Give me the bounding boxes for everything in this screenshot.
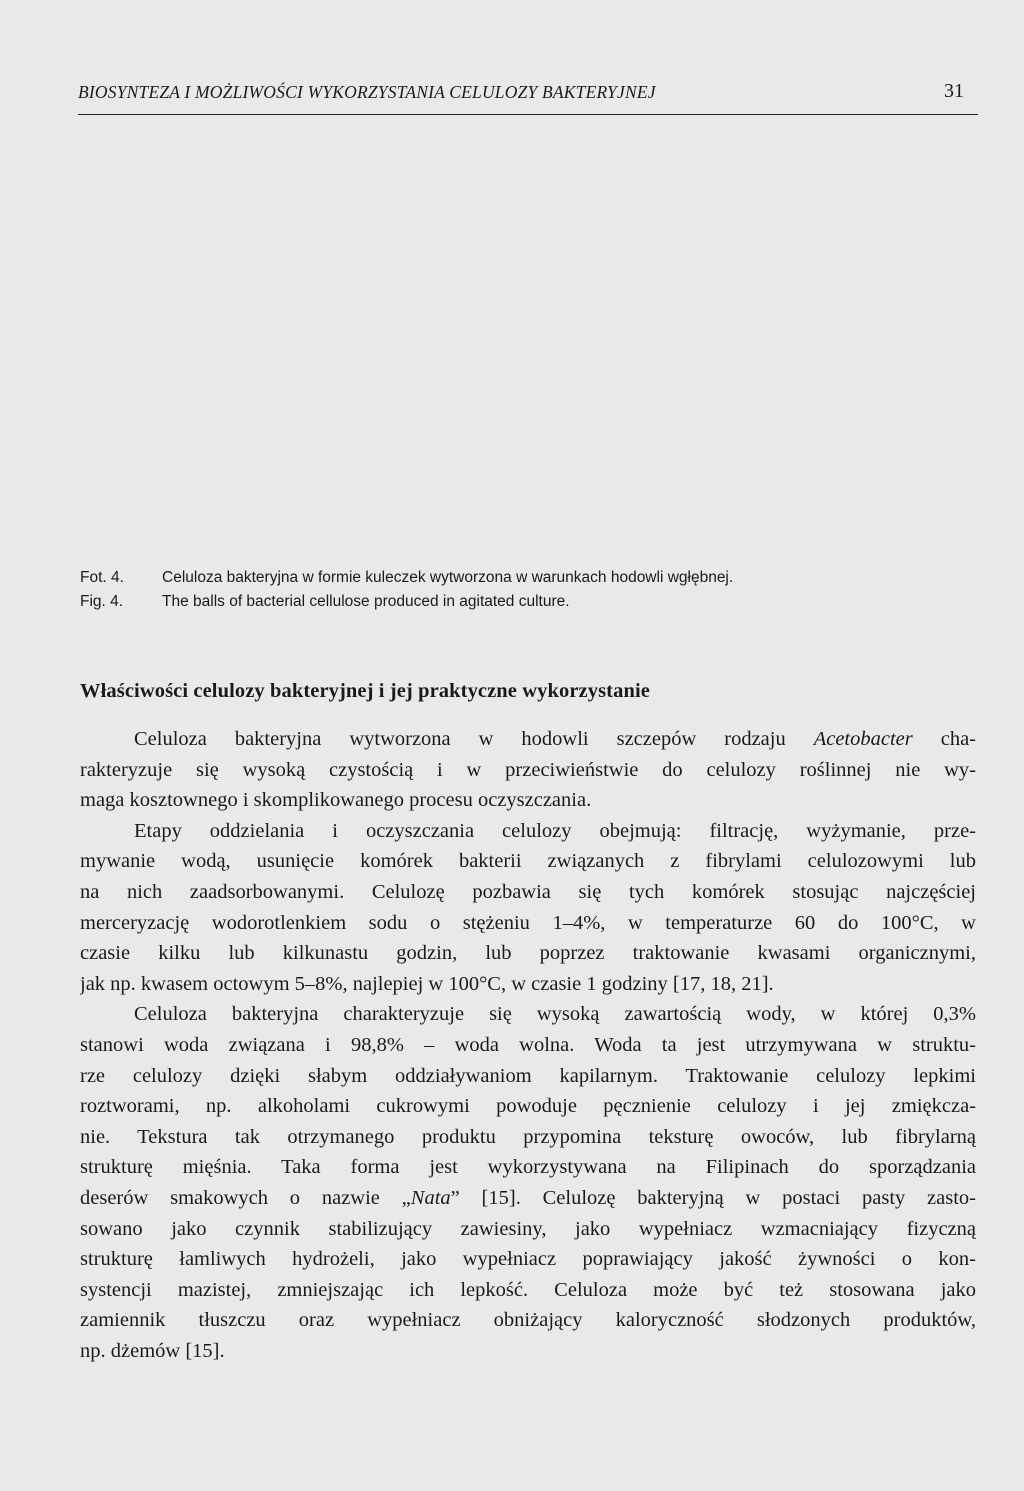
body-line: stanowi woda związana i 98,8% – woda wolna. Woda ta jest utrzymywana w struktu- [80, 1033, 976, 1056]
body-line: Etapy oddzielania i oczyszczania celulozy obejmują: filtrację, wyżymanie, prze- [134, 819, 976, 842]
body-line: strukturę mięśnia. Taka forma jest wykorzystywana na Filipinach do sporządzania [80, 1156, 976, 1179]
figure-caption-pl-text: Celuloza bakteryjna w formie kuleczek wytworzona w warunkach hodowli wgłębnej. [162, 569, 734, 586]
body-line: Celuloza bakteryjna wytworzona w hodowli szczepów rodzaju Acetobacter cha- [134, 728, 976, 750]
body-line: rakteryzuje się wysoką czystością i w przeciwieństwie do celulozy roślinnej nie wy- [80, 758, 976, 781]
running-header [78, 80, 978, 115]
body-line: np. dżemów [15]. [80, 1339, 225, 1362]
body-line: strukturę łamliwych hydrożeli, jako wypełniacz poprawiający jakość żywności o kon- [80, 1248, 976, 1271]
page-number: 31 [944, 80, 964, 102]
body-line: deserów smakowych o nazwie „Nata” [15]. Celulozę bakteryjną w postaci pasty zasto- [80, 1186, 976, 1209]
body-line: rze celulozy dzięki słabym oddziaływaniom kapilarnym. Traktowanie celulozy lepkimi [80, 1064, 976, 1087]
body-line: na nich zaadsorbowanymi. Celulozę pozbawia się tych komórek stosując najczęściej [80, 880, 976, 903]
figure-caption-pl [80, 569, 733, 587]
body-line: sowano jako czynnik stabilizujący zawiesiny, jako wypełniacz wzmacniający fizyczną [80, 1217, 976, 1240]
body-line: systencji mazistej, zmniejszając ich lepkość. Celuloza może być też stosowana jako [80, 1278, 976, 1301]
figure-caption-en-label: Fig. 4. [80, 593, 124, 610]
figure-photo [0, 125, 1024, 550]
body-line: nie. Tekstura tak otrzymanego produktu przypomina teksturę owoców, lub fibrylarną [80, 1125, 976, 1148]
body-line: merceryzację wodorotlenkiem sodu o stężeniu 1–4%, w temperaturze 60 do 100°C, w [80, 911, 976, 934]
body-text [80, 724, 976, 1366]
body-line: zamiennik tłuszczu oraz wypełniacz obniżający kaloryczność słodzonych produktów, [80, 1309, 976, 1332]
body-line: jak np. kwasem octowym 5–8%, najlepiej w 100°C, w czasie 1 godziny [17, 18, 21]. [80, 972, 774, 995]
body-line: maga kosztownego i skomplikowanego procesu oczyszczania. [80, 789, 592, 812]
running-title: BIOSYNTEZA I MOŻLIWOŚCI WYKORZYSTANIA CELULOZY BAKTERYJNEJ [78, 82, 656, 102]
figure-caption-en-text: The balls of bacterial cellulose produced in agitated culture. [162, 593, 570, 610]
section-heading: Właściwości celulozy bakteryjnej i jej praktyczne wykorzystanie [80, 680, 650, 702]
figure-caption-en [80, 593, 570, 611]
body-line: czasie kilku lub kilkunastu godzin, lub poprzez traktowanie kwasami organicznymi, [80, 942, 976, 965]
body-line: mywanie wodą, usunięcie komórek bakterii związanych z fibrylami celulozowymi lub [80, 850, 976, 873]
body-line: Celuloza bakteryjna charakteryzuje się wysoką zawartością wody, w której 0,3% [134, 1003, 976, 1026]
body-line: roztworami, np. alkoholami cukrowymi powoduje pęcznienie celulozy i jej zmiękcza- [80, 1095, 976, 1118]
figure-caption-pl-label: Fot. 4. [80, 569, 124, 586]
